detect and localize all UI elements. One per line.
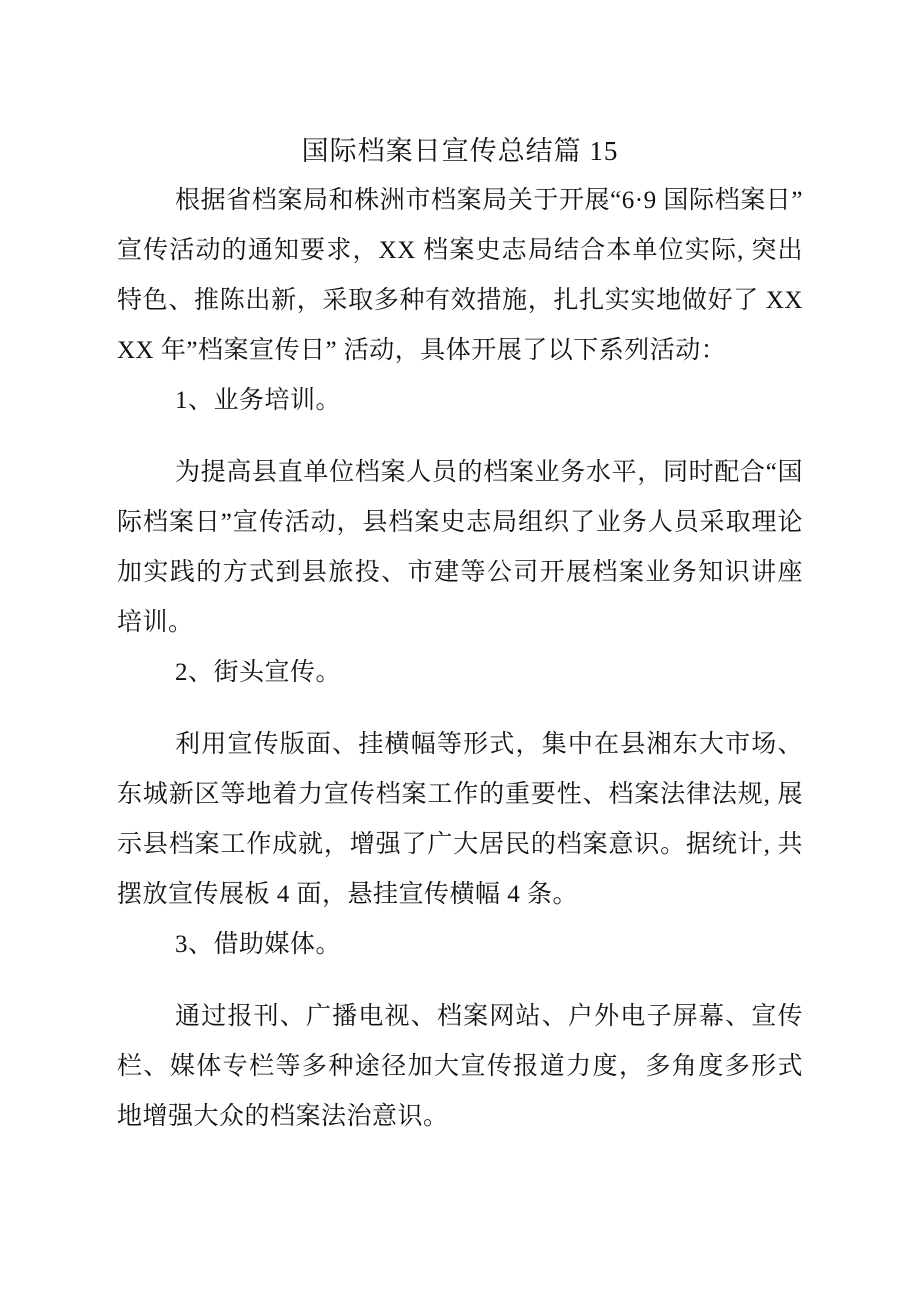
paragraph-intro: 根据省档案局和株洲市档案局关于开展“6·9 国际档案日” 宣传活动的通知要求，XX 档案史志局结合本单位实际, 突出特色、推陈出新，采取多种有效措施，扎扎实实地做好了 XXXX 年”档案宣传日” 活动，具体开展了以下系列活动： — [117, 187, 803, 364]
document-title: 国际档案日宣传总结篇 15 — [301, 136, 619, 166]
paragraph-section-3: 通过报刊、广播电视、档案网站、户外电子屏幕、宣传栏、媒体专栏等多种途径加大宣传报道力度，多角度多形式地增强大众的档案法治意识。 — [117, 1003, 803, 1130]
paragraph-section-1: 为提高县直单位档案人员的档案业务水平，同时配合“国际档案日”宣传活动，县档案史志局组织了业务人员采取理论加实践的方式到县旅投、市建等公司开展档案业务知识讲座培训。 — [117, 459, 803, 636]
section-heading-3: 3、借助媒体。 — [175, 931, 342, 958]
paragraph-section-2: 利用宣传版面、挂横幅等形式，集中在县湘东大市场、东城新区等地着力宣传档案工作的重要性、档案法律法规, 展示县档案工作成就，增强了广大居民的档案意识。据统计, 共摆放宣传展板 4 面，悬挂宣传横幅 4 条。 — [117, 731, 803, 908]
section-heading-2: 2、街头宣传。 — [175, 659, 342, 686]
section-heading-1: 1、业务培训。 — [175, 387, 342, 414]
